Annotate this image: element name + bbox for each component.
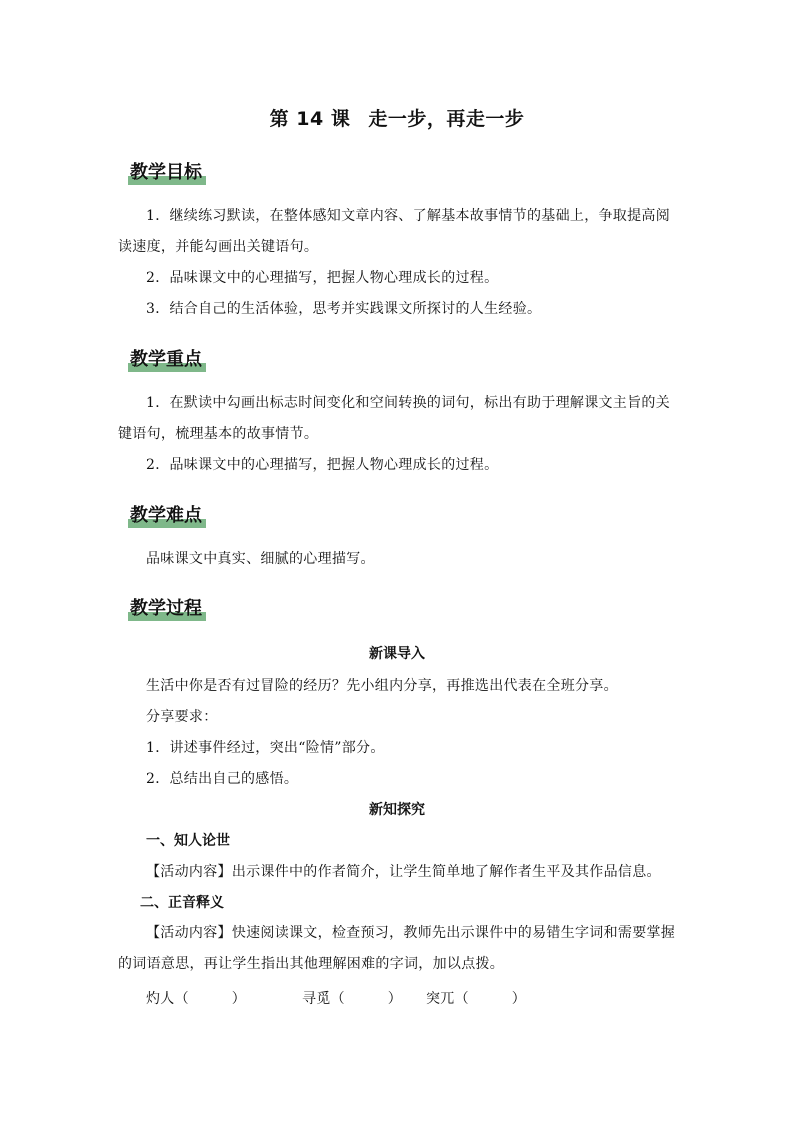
part2-title: 二、正音释义 xyxy=(140,895,224,911)
intro-question: 生活中你是否有过冒险的经历？先小组内分享，再推选出代表在全班分享。 xyxy=(146,678,618,694)
section-heading-key-points: 教学重点 xyxy=(128,348,206,372)
part1-title: 一、知人论世 xyxy=(146,833,230,849)
lesson-number: 第 14 课 xyxy=(269,108,351,130)
difficulty-text: 品味课文中真实、细腻的心理描写。 xyxy=(146,551,375,567)
section-heading-process: 教学过程 xyxy=(128,597,206,621)
activity-text: 出示课件中的作者简介，让学生简单地了解作者生平及其作品信息。 xyxy=(231,864,661,880)
lesson-name: 走一步，再走一步 xyxy=(368,108,525,130)
subheading-explore: 新知探究 xyxy=(369,802,425,818)
objective-item-1: 1．继续练习默读，在整体感知文章内容、了解基本故事情节的基础上，争取提高阅读速度，并能勾画出关键语句。 xyxy=(118,208,671,255)
activity-text: 快速阅读课文，检查预习，教师先出示课件中的易错生字词和需要掌握的词语意思，再让学生指出其他理解困难的字词，加以点拨。 xyxy=(118,925,676,972)
key-point-item-2: 2．品味课文中的心理描写，把握人物心理成长的过程。 xyxy=(146,457,499,473)
lesson-title xyxy=(0,104,794,131)
word-item-2: 寻觅（ ） xyxy=(302,991,403,1007)
objective-item-3: 3．结合自己的生活体验，思考并实践课文所探讨的人生经验。 xyxy=(146,301,542,317)
objective-item-2: 2．品味课文中的心理描写，把握人物心理成长的过程。 xyxy=(146,270,499,286)
activity-label: 【活动内容】 xyxy=(146,864,232,880)
activity-label: 【活动内容】 xyxy=(146,925,232,941)
part1-activity xyxy=(146,861,661,881)
section-heading-objectives: 教学目标 xyxy=(128,161,206,185)
section-heading-difficulties: 教学难点 xyxy=(128,504,206,528)
word-item-1: 灼人（ ） xyxy=(146,991,247,1007)
subheading-intro: 新课导入 xyxy=(369,646,425,662)
requirement-label: 分享要求： xyxy=(146,709,218,725)
word-item-3: 突兀（ ） xyxy=(426,991,527,1007)
requirement-item-2: 2．总结出自己的感悟。 xyxy=(146,771,299,787)
requirement-item-1: 1．讲述事件经过，突出“险情”部分。 xyxy=(146,740,385,756)
key-point-item-1: 1．在默读中勾画出标志时间变化和空间转换的词句，标出有助于理解课文主旨的关键语句，梳理基本的故事情节。 xyxy=(118,395,671,442)
part2-activity xyxy=(118,918,678,980)
